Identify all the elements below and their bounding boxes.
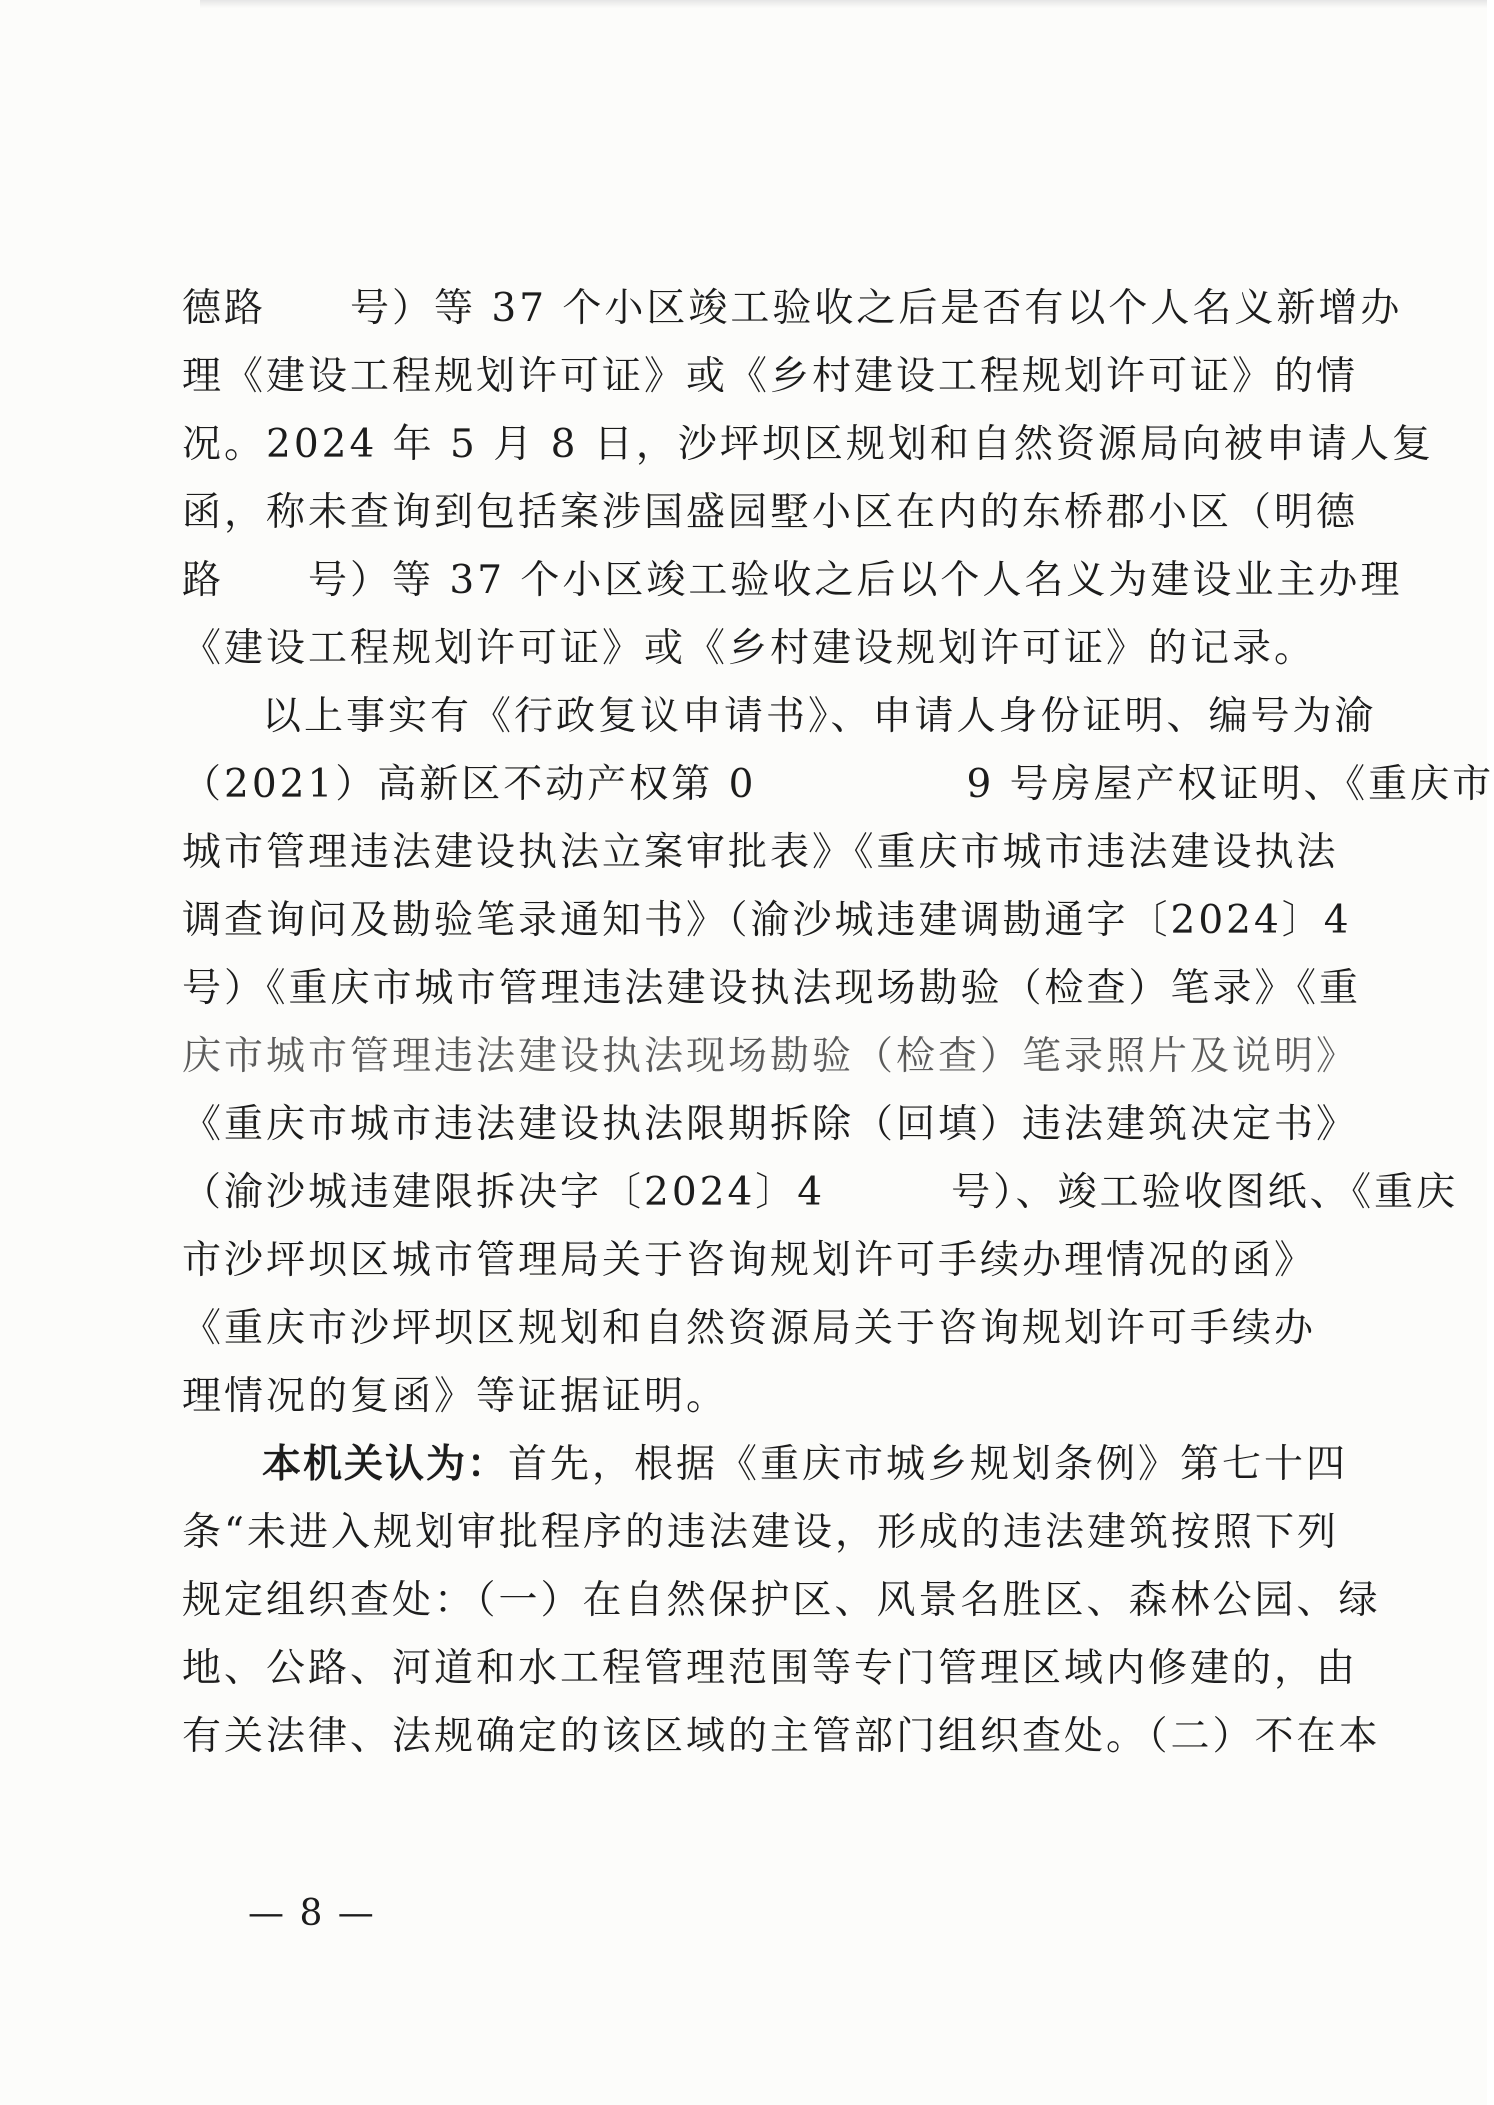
text-line: 城市管理违法建设执法立案审批表》《重庆市城市违法建设执法 xyxy=(182,830,1339,875)
text-line: 规定组织查处：（一）在自然保护区、风景名胜区、森林公园、绿 xyxy=(182,1578,1381,1623)
text-line: 路 号）等 37 个小区竣工验收之后以个人名义为建设业主办理 xyxy=(182,558,1403,603)
text-line: 况。2024 年 5 月 8 日，沙坪坝区规划和自然资源局向被申请人复 xyxy=(182,422,1434,467)
text-line: 《建设工程规划许可证》或《乡村建设规划许可证》的记录。 xyxy=(182,626,1317,671)
text-line: 《重庆市城市违法建设执法限期拆除（回填）违法建筑决定书》 xyxy=(182,1102,1359,1147)
text-line: （渝沙城违建限拆决字〔2024〕4 号）、竣工验收图纸、《重庆 xyxy=(182,1170,1459,1215)
text-line: （2021）高新区不动产权第 0 9 号房屋产权证明、《重庆市 xyxy=(182,762,1494,807)
text-line: 《重庆市沙坪坝区规划和自然资源局关于咨询规划许可手续办 xyxy=(182,1306,1317,1351)
text-line: 条“未进入规划审批程序的违法建设，形成的违法建筑按照下列 xyxy=(182,1510,1339,1555)
text-line: 庆市城市管理违法建设执法现场勘验（检查）笔录照片及说明》 xyxy=(182,1034,1359,1079)
body-text xyxy=(182,275,1494,1771)
text-line: 理《建设工程规划许可证》或《乡村建设工程规划许可证》的情 xyxy=(182,354,1359,399)
text-line: 地、公路、河道和水工程管理范围等专门管理区域内修建的，由 xyxy=(182,1646,1359,1691)
opinion-lead: 本机关认为： xyxy=(262,1442,509,1487)
scan-edge-shadow xyxy=(200,0,1487,8)
text-line: 德路 号）等 37 个小区竣工验收之后是否有以个人名义新增办 xyxy=(182,286,1403,331)
page-number: — 8 — xyxy=(248,1893,376,1934)
text-line: 函，称未查询到包括案涉国盛园墅小区在内的东桥郡小区（明德 xyxy=(182,490,1359,535)
text-line: 市沙坪坝区城市管理局关于咨询规划许可手续办理情况的函》 xyxy=(182,1238,1317,1283)
text-line: 号）《重庆市城市管理违法建设执法现场勘验（检查）笔录》《重 xyxy=(182,966,1362,1011)
opinion-first-line: 首先，根据《重庆市城乡规划条例》第七十四 xyxy=(508,1442,1349,1487)
paragraph-start-opinion xyxy=(182,1431,1349,1499)
text-line: 调查询问及勘验笔录通知书》（渝沙城违建调勘通字〔2024〕4 xyxy=(182,898,1352,943)
paragraph-start-evidence: 以上事实有《行政复议申请书》、申请人身份证明、编号为渝 xyxy=(262,694,1377,739)
text-line: 理情况的复函》等证据证明。 xyxy=(182,1374,729,1419)
text-line: 有关法律、法规确定的该区域的主管部门组织查处。（二）不在本 xyxy=(182,1714,1381,1759)
